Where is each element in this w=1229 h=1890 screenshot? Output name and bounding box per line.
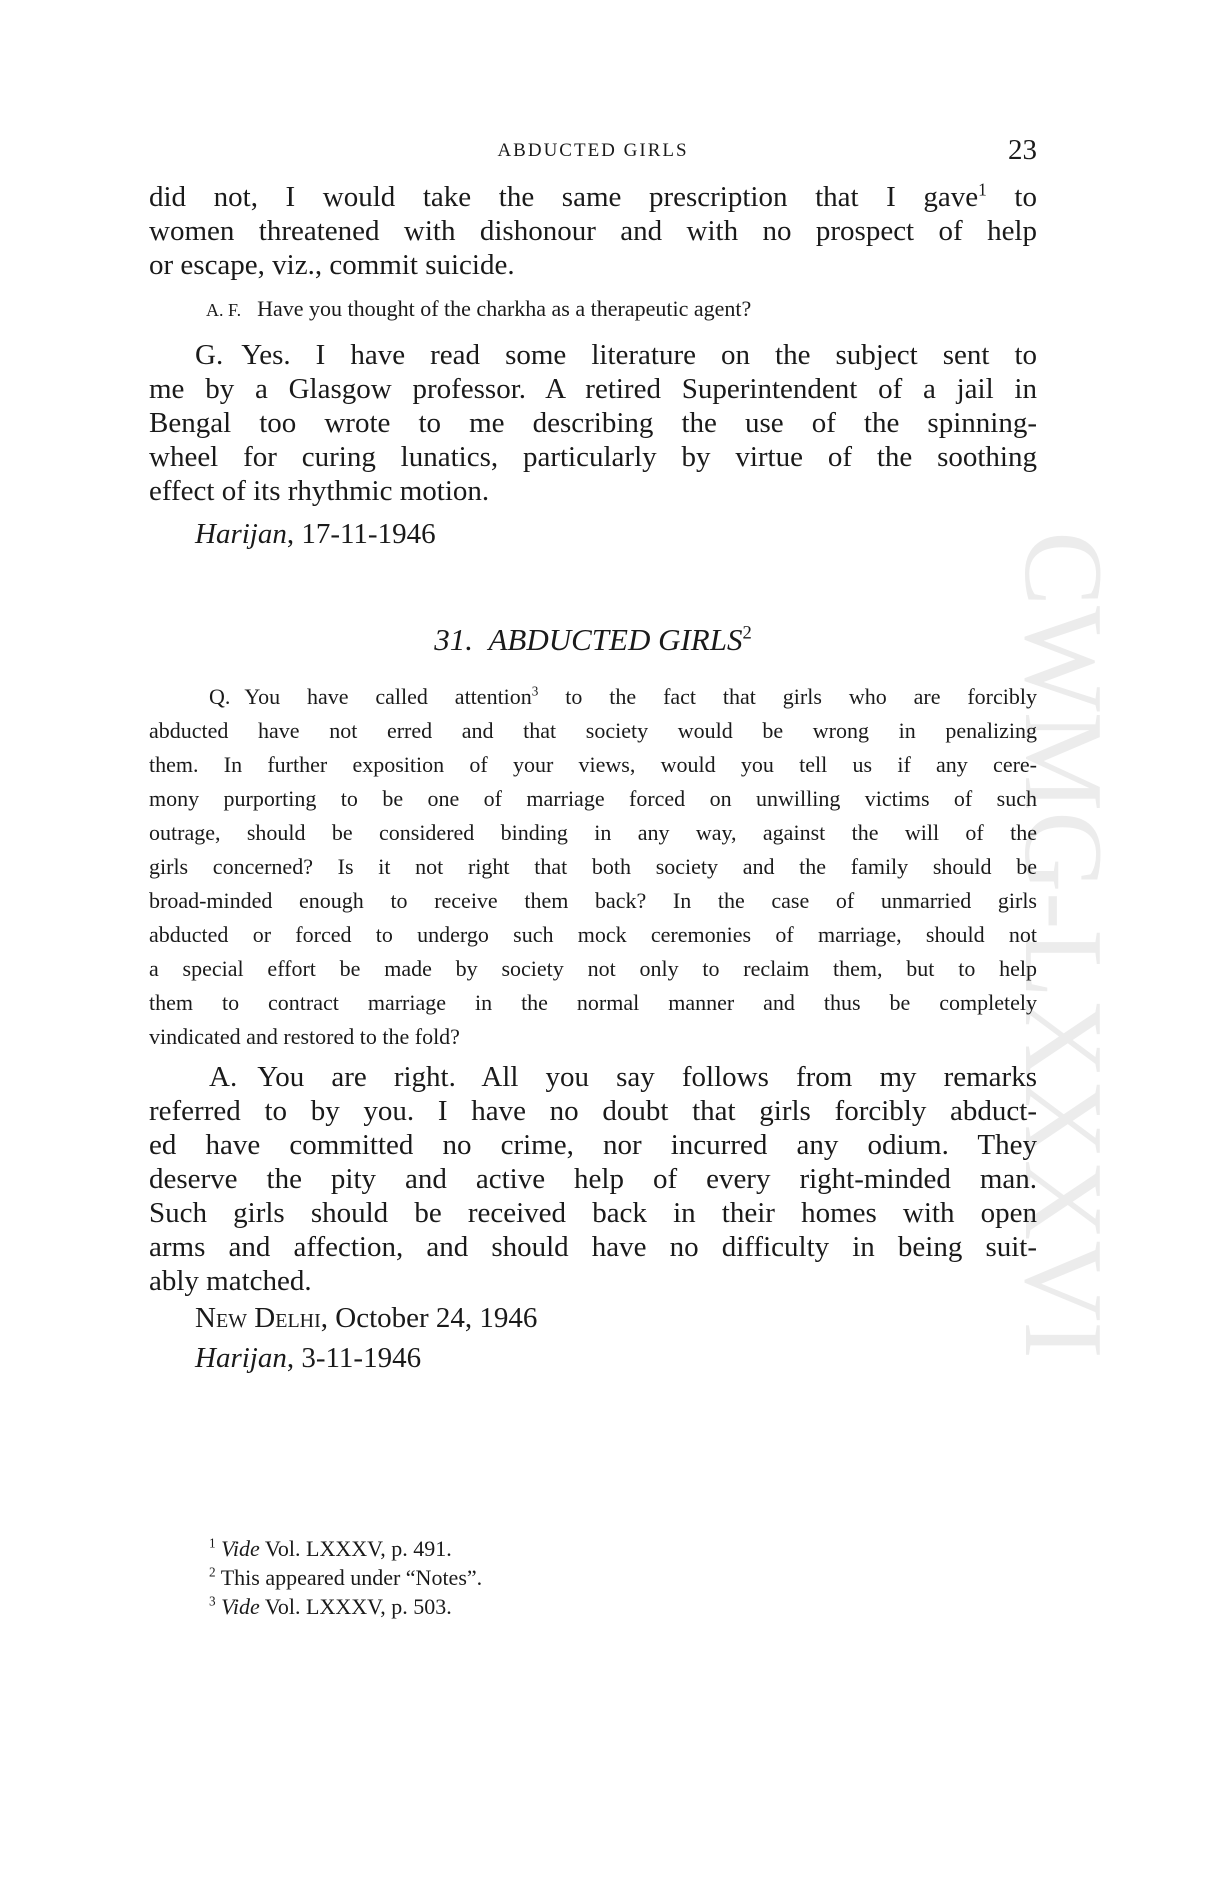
section-title: ABDUCTED GIRLS bbox=[488, 622, 743, 657]
book-page bbox=[149, 0, 1037, 1890]
text-line: referred to by you. I have no doubt that girls forcibly abduct- bbox=[149, 1095, 1037, 1127]
footnote: $^2$ This appeared under “Notes”. bbox=[209, 1564, 483, 1590]
footnote: $^1$ Vide Vol. LXXXV, p. 491. bbox=[209, 1535, 452, 1561]
place-name: New Delhi bbox=[195, 1302, 321, 1334]
text-line: A. You are right. All you say follows from my remarks bbox=[209, 1061, 1037, 1093]
running-title: ABDUCTED GIRLS bbox=[497, 140, 689, 161]
source-citation bbox=[195, 518, 436, 551]
section-heading bbox=[149, 622, 1037, 658]
place-date bbox=[195, 1302, 537, 1335]
question-paragraph bbox=[149, 680, 1037, 1054]
footnote-ref: 2 bbox=[742, 622, 752, 644]
section-number: 31. bbox=[434, 622, 473, 657]
text-line: me by a Glasgow professor. A retired Superintendent of a jail in bbox=[149, 373, 1037, 405]
text-line: mony purporting to be one of marriage forced on unwilling victims of such bbox=[149, 786, 1037, 811]
text-line: them. In further exposition of your views, would you tell us if any cere- bbox=[149, 752, 1037, 777]
text-line: women threatened with dishonour and with no prospect of help bbox=[149, 215, 1037, 247]
footnotes bbox=[209, 1534, 482, 1621]
publication-name: Harijan bbox=[195, 518, 287, 550]
text-line: outrage, should be considered binding in any way, against the will of the bbox=[149, 820, 1037, 845]
text-line: Bengal too wrote to me describing the use of the spinning- bbox=[149, 407, 1037, 439]
speaker-label: A. bbox=[209, 1061, 238, 1093]
watermark-text: CWMG-LXXXVI bbox=[1001, 531, 1125, 1359]
text-line: girls concerned? Is it not right that both society and the family should be bbox=[149, 854, 1037, 879]
speaker-label: Q. bbox=[209, 684, 231, 709]
footnote-mark: 1 bbox=[209, 1535, 216, 1551]
footnote-ref: 1 bbox=[978, 180, 987, 200]
running-head bbox=[149, 134, 1037, 168]
footnote: $^3$ Vide Vol. LXXXV, p. 503. bbox=[209, 1593, 452, 1619]
text-line: them to contract marriage in the normal manner and thus be completely bbox=[149, 990, 1037, 1015]
g-reply bbox=[149, 338, 1037, 508]
text-line: ably matched. bbox=[149, 1265, 312, 1297]
answer-paragraph bbox=[149, 1060, 1037, 1298]
speaker-label: G. bbox=[195, 339, 224, 371]
footnote-ref: 3 bbox=[531, 683, 539, 699]
af-question bbox=[206, 296, 1037, 322]
text-line: deserve the pity and active help of every right-minded man. bbox=[149, 1163, 1037, 1195]
continued-paragraph bbox=[149, 180, 1037, 282]
text-line: did not, I would take the same prescription that I gave$^1$ to bbox=[149, 180, 1037, 213]
speaker-label: A. F. bbox=[206, 300, 242, 320]
page-number: 23 bbox=[1008, 134, 1037, 166]
footnote-mark: 3 bbox=[209, 1593, 216, 1609]
text-line: Q. You have called attention$^3$ to the fact that girls who are forcibly bbox=[209, 683, 1037, 709]
text-line: abducted have not erred and that society would be wrong in penalizing bbox=[149, 718, 1037, 743]
text-line: abducted or forced to undergo such mock ceremonies of marriage, should not bbox=[149, 922, 1037, 947]
publication-name: Harijan bbox=[195, 1342, 287, 1374]
text-line: ed have committed no crime, nor incurred any odium. They bbox=[149, 1129, 1037, 1161]
text-line: wheel for curing lunatics, particularly by virtue of the soothing bbox=[149, 441, 1037, 473]
text-line: a special effort be made by society not only to reclaim them, but to help bbox=[149, 956, 1037, 981]
text-line: broad-minded enough to receive them back? In the case of unmarried girls bbox=[149, 888, 1037, 913]
text-line: Such girls should be received back in their homes with open bbox=[149, 1197, 1037, 1229]
footnote-mark: 2 bbox=[209, 1564, 216, 1580]
text-line: effect of its rhythmic motion. bbox=[149, 475, 490, 507]
text-line: G. Yes. I have read some literature on the subject sent to bbox=[195, 339, 1037, 371]
text-line: vindicated and restored to the fold? bbox=[149, 1024, 460, 1049]
date-text: , October 24, 1946 bbox=[320, 1302, 538, 1334]
text-line: arms and affection, and should have no difficulty in being suit- bbox=[149, 1231, 1037, 1263]
publication-date: , 17-11-1946 bbox=[286, 518, 436, 550]
text-line: or escape, viz., commit suicide. bbox=[149, 249, 515, 281]
publication-date: , 3-11-1946 bbox=[286, 1342, 422, 1374]
question-text: Have you thought of the charkha as a therapeutic agent? bbox=[257, 296, 752, 321]
source-citation bbox=[195, 1342, 421, 1375]
